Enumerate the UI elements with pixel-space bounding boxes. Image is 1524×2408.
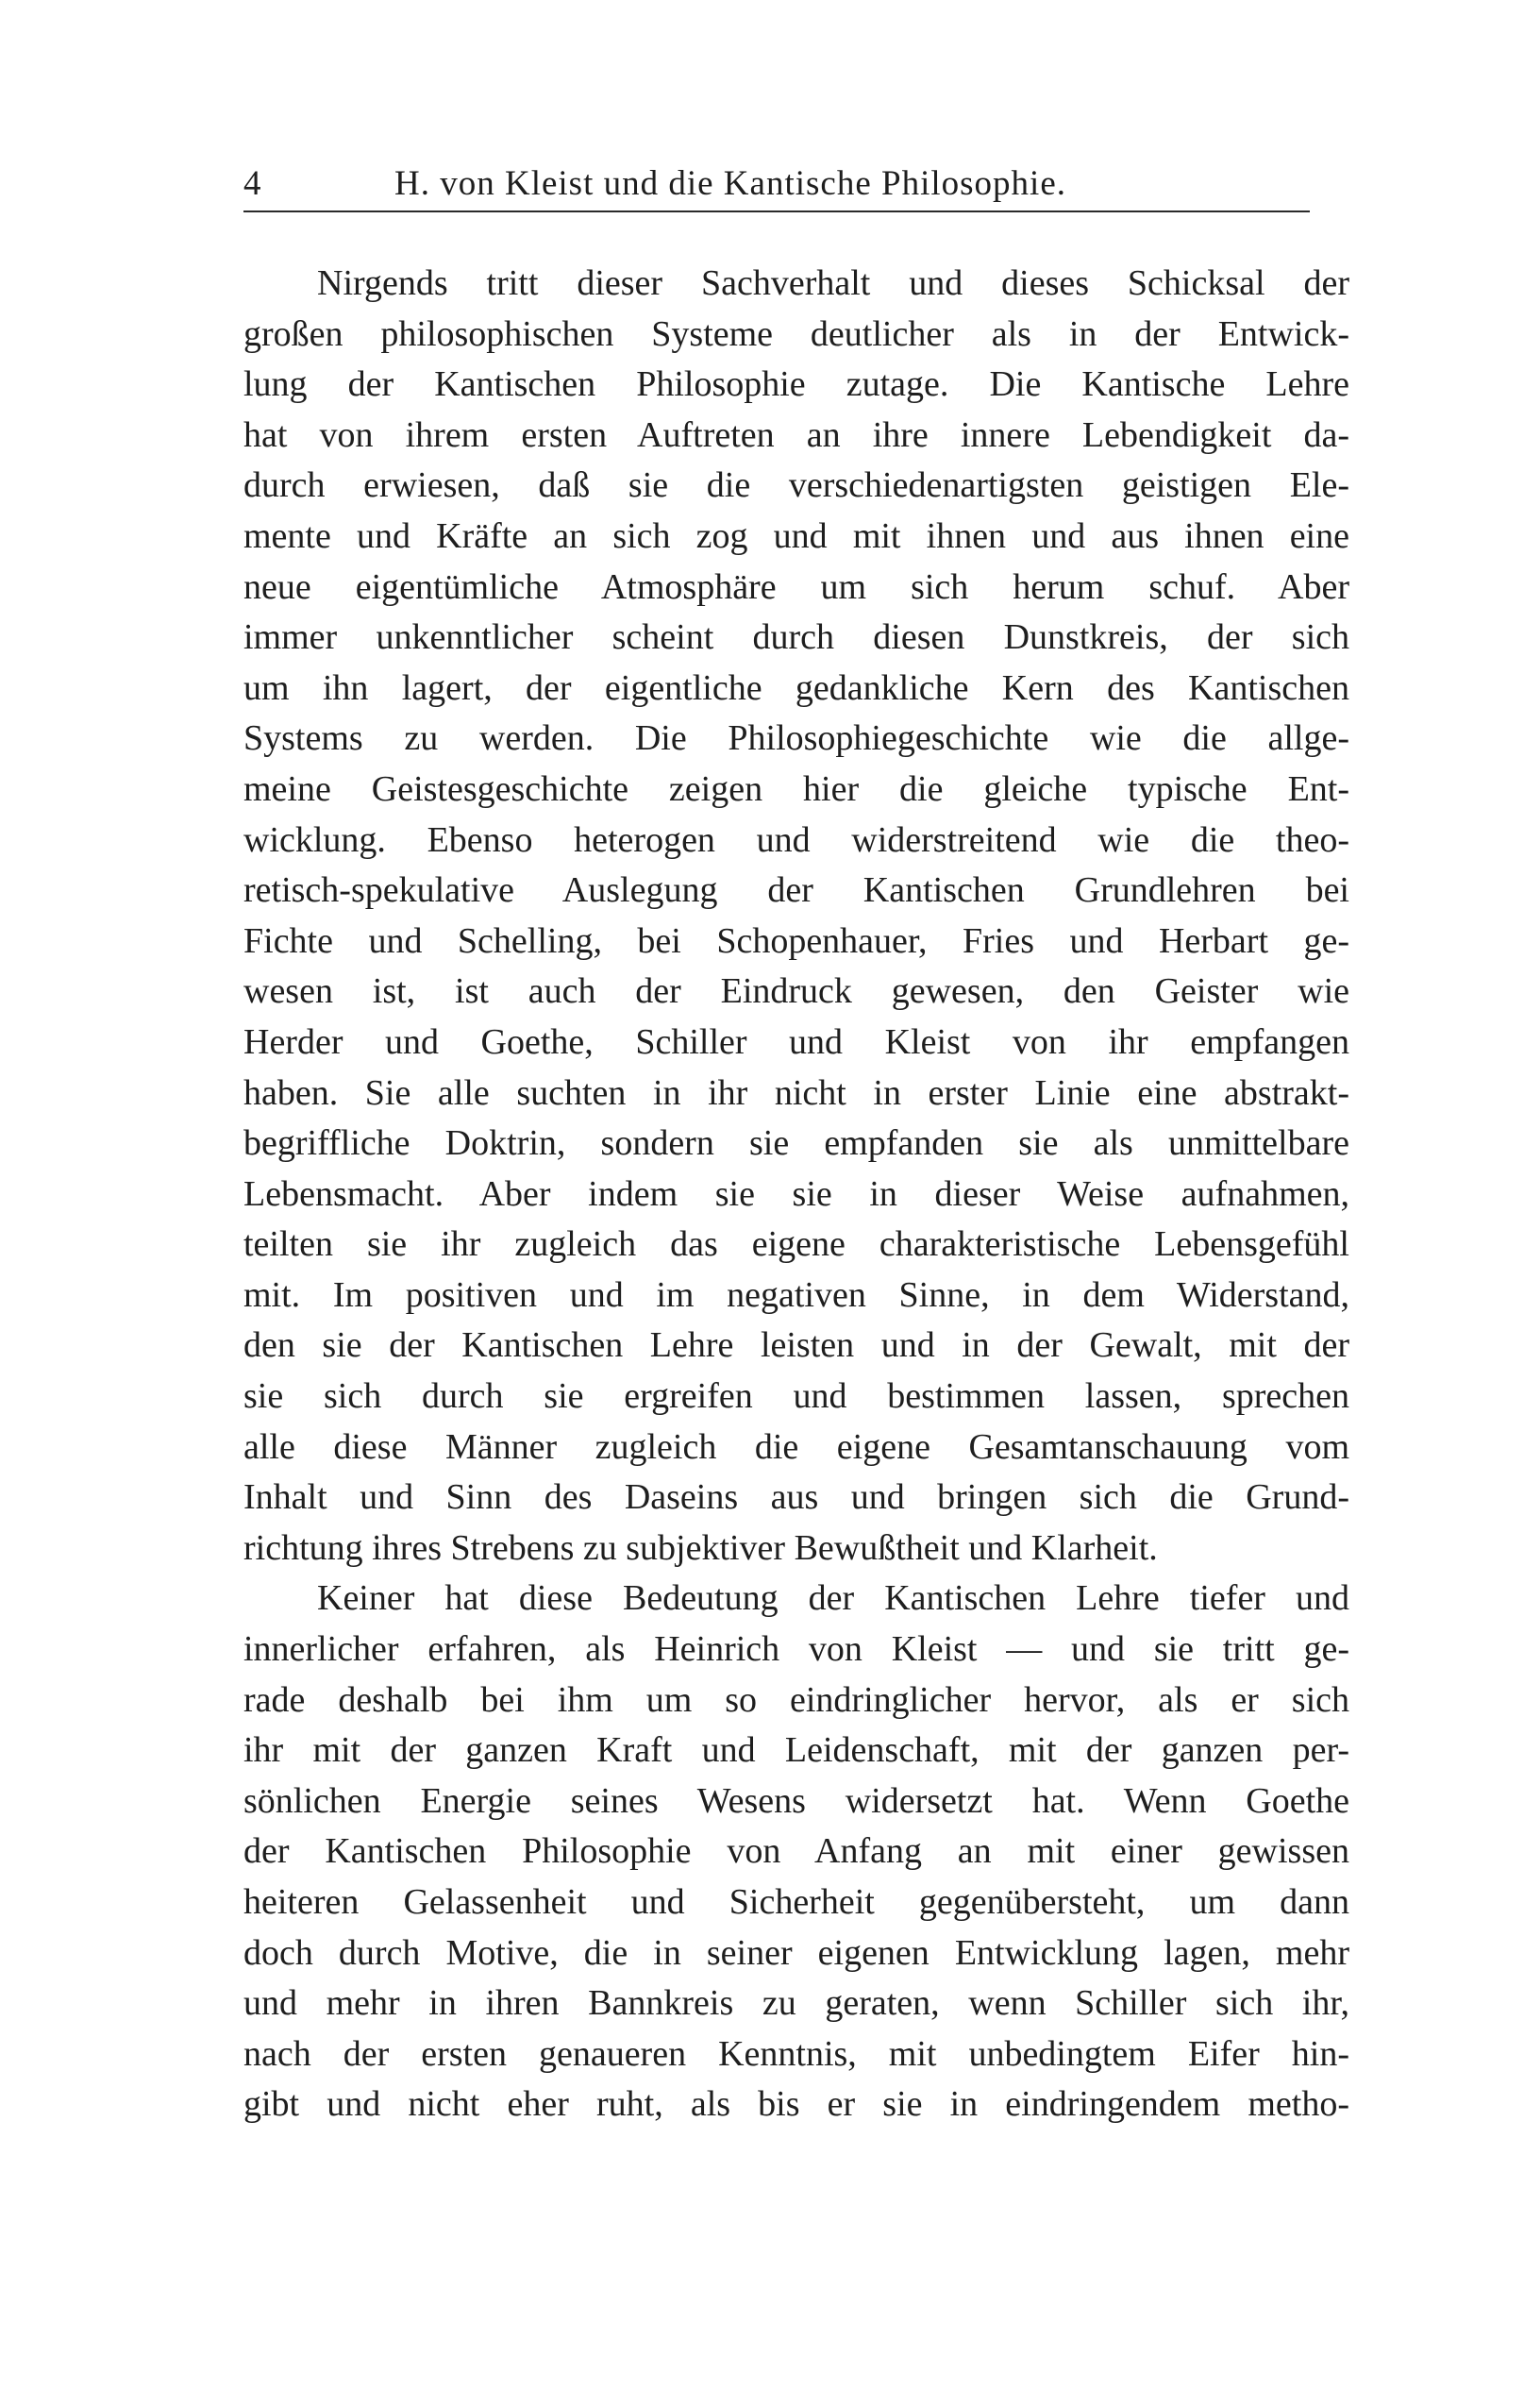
text-line: Herder und Goethe, Schiller und Kleist von ihr empfangen [243,1021,1349,1062]
text-line: der Kantischen Philosophie von Anfang an mit einer gewissen [243,1831,1349,1872]
text-line: innerlicher erfahren, als Heinrich von Kleist — und sie tritt ge- [243,1629,1349,1670]
text-line: nach der ersten genaueren Kenntnis, mit unbedingtem Eifer hin- [243,2033,1349,2074]
text-line: mit. Im positiven und im negativen Sinne, in dem Widerstand, [243,1274,1349,1315]
text-line: meine Geistesgeschichte zeigen hier die gleiche typische Ent- [243,768,1349,809]
text-line: gibt und nicht eher ruht, als bis er sie in eindringendem metho- [243,2084,1349,2125]
header-rule [243,210,1310,212]
text-line: rade deshalb bei ihm um so eindringlicher hervor, als er sich [243,1679,1349,1720]
text-line: Inhalt und Sinn des Daseins aus und bringen sich die Grund- [243,1477,1349,1518]
text-line: und mehr in ihren Bannkreis zu geraten, wenn Schiller sich ihr, [243,1983,1349,2024]
text-line: doch durch Motive, die in seiner eigenen Entwicklung lagen, mehr [243,1932,1349,1973]
text-line: neue eigentümliche Atmosphäre um sich herum schuf. Aber [243,566,1349,607]
text-line: begriffliche Doktrin, sondern sie empfanden sie als unmittelbare [243,1123,1349,1164]
text-line: wesen ist, ist auch der Eindruck gewesen, den Geister wie [243,971,1349,1012]
text-line: wicklung. Ebenso heterogen und widerstreitend wie die theo- [243,819,1349,860]
text-line: großen philosophischen Systeme deutlicher als in der Entwick- [243,313,1349,354]
text-line: ihr mit der ganzen Kraft und Leidenschaft, mit der ganzen per- [243,1730,1349,1771]
text-line: mente und Kräfte an sich zog und mit ihnen und aus ihnen eine [243,515,1349,556]
text-line: sie sich durch sie ergreifen und bestimmen lassen, sprechen [243,1376,1349,1417]
text-line: teilten sie ihr zugleich das eigene charakteristische Lebensgefühl [243,1224,1349,1265]
text-line: sönlichen Energie seines Wesens widersetzt hat. Wenn Goethe [243,1780,1349,1821]
text-line: haben. Sie alle suchten in ihr nicht in erster Linie eine abstrakt- [243,1072,1349,1113]
running-title: H. von Kleist und die Kantische Philosophie. [394,164,1066,203]
text-line: Nirgends tritt dieser Sachverhalt und dieses Schicksal der [317,263,1349,303]
text-line: immer unkenntlicher scheint durch diesen Dunstkreis, der sich [243,617,1349,658]
page-number: 4 [243,164,261,203]
text-line: richtung ihres Strebens zu subjektiver Bewußtheit und Klarheit. [243,1527,1158,1568]
body-text [243,259,1349,2130]
text-line: Systems zu werden. Die Philosophiegeschichte wie die allge- [243,718,1349,759]
text-line: Lebensmacht. Aber indem sie sie in dieser Weise aufnahmen, [243,1173,1349,1214]
text-line: alle diese Männer zugleich die eigene Gesamtanschauung vom [243,1426,1349,1467]
text-line: um ihn lagert, der eigentliche gedankliche Kern des Kantischen [243,667,1349,708]
text-line: Keiner hat diese Bedeutung der Kantischen Lehre tiefer und [317,1578,1349,1619]
text-line: hat von ihrem ersten Auftreten an ihre innere Lebendigkeit da- [243,414,1349,455]
text-line: retisch-spekulative Auslegung der Kantischen Grundlehren bei [243,870,1349,911]
text-line: Fichte und Schelling, bei Schopenhauer, Fries und Herbart ge- [243,920,1349,961]
text-line: durch erwiesen, daß sie die verschiedenartigsten geistigen Ele- [243,465,1349,506]
text-line: den sie der Kantischen Lehre leisten und in der Gewalt, mit der [243,1325,1349,1366]
text-line: lung der Kantischen Philosophie zutage. Die Kantische Lehre [243,364,1349,405]
text-line: heiteren Gelassenheit und Sicherheit gegenübersteht, um dann [243,1882,1349,1922]
running-head [243,160,1310,208]
